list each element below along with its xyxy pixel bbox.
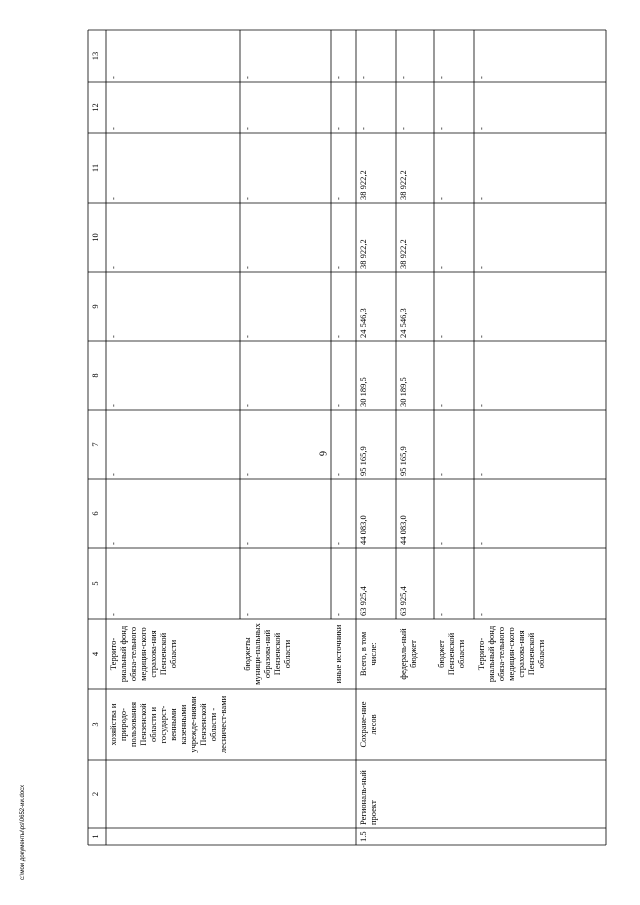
- value-cell: -: [398, 127, 408, 130]
- funding-source: иные источники: [333, 624, 343, 684]
- value-cell: -: [242, 127, 252, 130]
- column-header-13: 13: [90, 51, 100, 61]
- value-cell: 44 083,0: [398, 515, 408, 545]
- value-cell: -: [333, 404, 343, 407]
- value-cell: 24 546,3: [398, 308, 408, 338]
- value-cell: -: [108, 197, 118, 200]
- column-header-11: 11: [90, 163, 100, 173]
- value-cell: -: [333, 266, 343, 269]
- value-cell: -: [476, 335, 486, 338]
- row-kind: Региональ-ный проект: [358, 770, 378, 825]
- value-cell: -: [436, 613, 446, 616]
- value-cell: -: [436, 473, 446, 476]
- column-header-3: 3: [90, 722, 100, 727]
- value-cell: 38 922,2: [398, 170, 408, 200]
- row-description: хозяйства и природо-пользования Пензенской области и государст-венными казенными учрежде-ниями Пензенской области - лесничест-вами: [108, 695, 228, 754]
- funding-source: Террито-риальный фонд обяза-тельного медицин-ского страхова-ния Пензенской области: [108, 625, 178, 683]
- column-header-2: 2: [90, 791, 100, 797]
- value-cell: -: [242, 76, 252, 79]
- value-cell: -: [476, 76, 486, 79]
- value-cell: -: [436, 404, 446, 407]
- page-number: 6: [316, 451, 328, 456]
- value-cell: -: [333, 473, 343, 476]
- value-cell: -: [476, 613, 486, 616]
- funding-source: Всего, в том числе:: [358, 631, 378, 677]
- value-cell: -: [333, 613, 343, 616]
- value-cell: -: [476, 404, 486, 407]
- value-cell: 30 189,5: [358, 377, 368, 407]
- value-cell: -: [476, 127, 486, 130]
- column-header-1: 1: [90, 834, 100, 839]
- value-cell: -: [108, 266, 118, 269]
- value-cell: 63 925,4: [398, 586, 408, 616]
- row-number: 1.5: [358, 831, 368, 842]
- value-cell: -: [242, 404, 252, 407]
- value-cell: -: [358, 127, 368, 130]
- value-cell: -: [358, 76, 368, 79]
- value-cell: 38 922,2: [358, 170, 368, 200]
- value-cell: 38 922,2: [358, 239, 368, 269]
- value-cell: -: [108, 613, 118, 616]
- value-cell: 44 083,0: [358, 515, 368, 545]
- funding-source: бюджет Пензенской области: [436, 632, 466, 676]
- value-cell: -: [242, 266, 252, 269]
- column-header-9: 9: [90, 304, 100, 309]
- column-header-10: 10: [90, 233, 100, 242]
- value-cell: 24 546,3: [358, 308, 368, 338]
- value-cell: 30 189,5: [398, 377, 408, 407]
- value-cell: -: [108, 542, 118, 545]
- value-cell: -: [436, 127, 446, 130]
- value-cell: 95 165,9: [358, 446, 368, 476]
- value-cell: -: [398, 76, 408, 79]
- value-cell: -: [476, 266, 486, 269]
- funding-source: бюджеты муници-пальных образова-ний Пензенской области: [242, 623, 292, 685]
- column-header-7: 7: [90, 442, 100, 447]
- column-header-4: 4: [90, 651, 100, 657]
- value-cell: -: [476, 197, 486, 200]
- value-cell: -: [108, 473, 118, 476]
- column-header-5: 5: [90, 581, 100, 586]
- value-cell: 63 925,4: [358, 586, 368, 616]
- funding-source: федераль-ный бюджет: [398, 628, 418, 680]
- value-cell: -: [108, 335, 118, 338]
- row-number: [106, 828, 356, 845]
- value-cell: -: [436, 266, 446, 269]
- funding-source: Террито-риальный фонд обяза-тельного медицин-ского страхова-ния Пензенской области: [476, 625, 546, 683]
- value-cell: -: [436, 542, 446, 545]
- value-cell: -: [436, 76, 446, 79]
- value-cell: -: [108, 76, 118, 79]
- value-cell: -: [108, 404, 118, 407]
- value-cell: -: [476, 542, 486, 545]
- value-cell: -: [436, 335, 446, 338]
- value-cell: -: [476, 473, 486, 476]
- value-cell: -: [333, 127, 343, 130]
- value-cell: -: [333, 542, 343, 545]
- footer-file-path: c:\мои документы\ps\0652-ии.docx: [20, 784, 26, 880]
- value-cell: -: [436, 197, 446, 200]
- value-cell: 38 922,2: [398, 239, 408, 269]
- value-cell: -: [333, 197, 343, 200]
- value-cell: -: [333, 76, 343, 79]
- value-cell: -: [242, 473, 252, 476]
- column-header-6: 6: [90, 511, 100, 516]
- column-header-12: 12: [90, 103, 100, 112]
- row-description: Сохране-ние лесов: [358, 701, 378, 748]
- value-cell: -: [242, 542, 252, 545]
- row-kind: [106, 760, 356, 828]
- value-cell: -: [242, 197, 252, 200]
- value-cell: -: [333, 335, 343, 338]
- value-cell: -: [108, 127, 118, 130]
- value-cell: -: [242, 335, 252, 338]
- column-header-8: 8: [90, 373, 100, 378]
- value-cell: 95 165,9: [398, 446, 408, 476]
- value-cell: -: [242, 613, 252, 616]
